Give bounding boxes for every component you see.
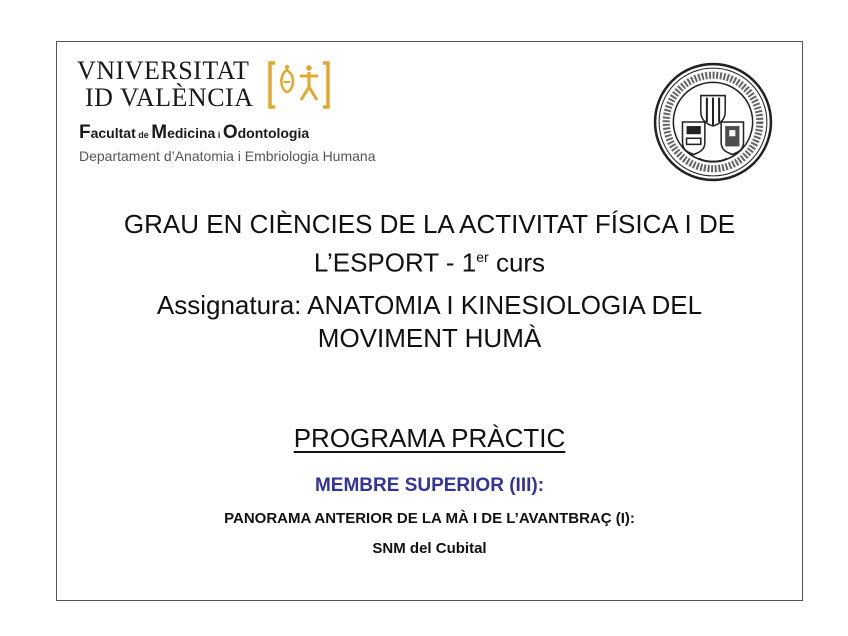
university-name-line1: VNIVERSITAT xyxy=(77,56,250,85)
degree-title-line1: GRAU EN CIÈNCIES DE LA ACTIVITAT FÍSICA I DE xyxy=(123,209,736,239)
university-emblem-icon xyxy=(267,60,331,110)
degree-year: L’ESPORT - 1 xyxy=(313,247,477,278)
program-heading xyxy=(57,423,802,454)
faculty-word-i: i xyxy=(215,130,223,140)
subtopic-title: SNM del Cubital xyxy=(372,540,487,557)
program-title: PROGRAMA PRÀCTIC xyxy=(293,423,566,453)
faculty-word-de: de xyxy=(135,130,152,140)
university-seal-icon xyxy=(652,61,774,183)
subject-title-line2: MOVIMENT HUMÀ xyxy=(317,323,542,353)
section-title: MEMBRE SUPERIOR (III): xyxy=(314,475,545,496)
degree-title xyxy=(57,208,802,280)
faculty-word-edicina: edicina xyxy=(167,125,216,141)
subject-title xyxy=(57,289,802,355)
faculty-initial-o: O xyxy=(222,122,238,143)
degree-year-suffix: er xyxy=(476,249,489,265)
university-logo xyxy=(77,58,337,114)
topic-title: PANORAMA ANTERIOR DE LA MÀ I DE L’AVANTBRAÇ (I): xyxy=(224,510,635,527)
degree-title-line2 xyxy=(57,241,802,280)
faculty-initial-m: M xyxy=(151,122,168,143)
slide xyxy=(56,41,803,601)
subject-title-line1: Assignatura: ANATOMIA I KINESIOLOGIA DEL xyxy=(156,290,703,320)
faculty-initial-f: F xyxy=(79,122,91,143)
department-name: Departament d’Anatomia i Embriologia Humana xyxy=(79,148,376,164)
faculty-name xyxy=(79,122,309,144)
faculty-word-dontologia: dontologia xyxy=(237,125,310,141)
degree-course-label: curs xyxy=(488,247,546,278)
faculty-word-acultat: acultat xyxy=(90,125,136,141)
university-name-line2: ID VALÈNCIA xyxy=(85,83,254,112)
